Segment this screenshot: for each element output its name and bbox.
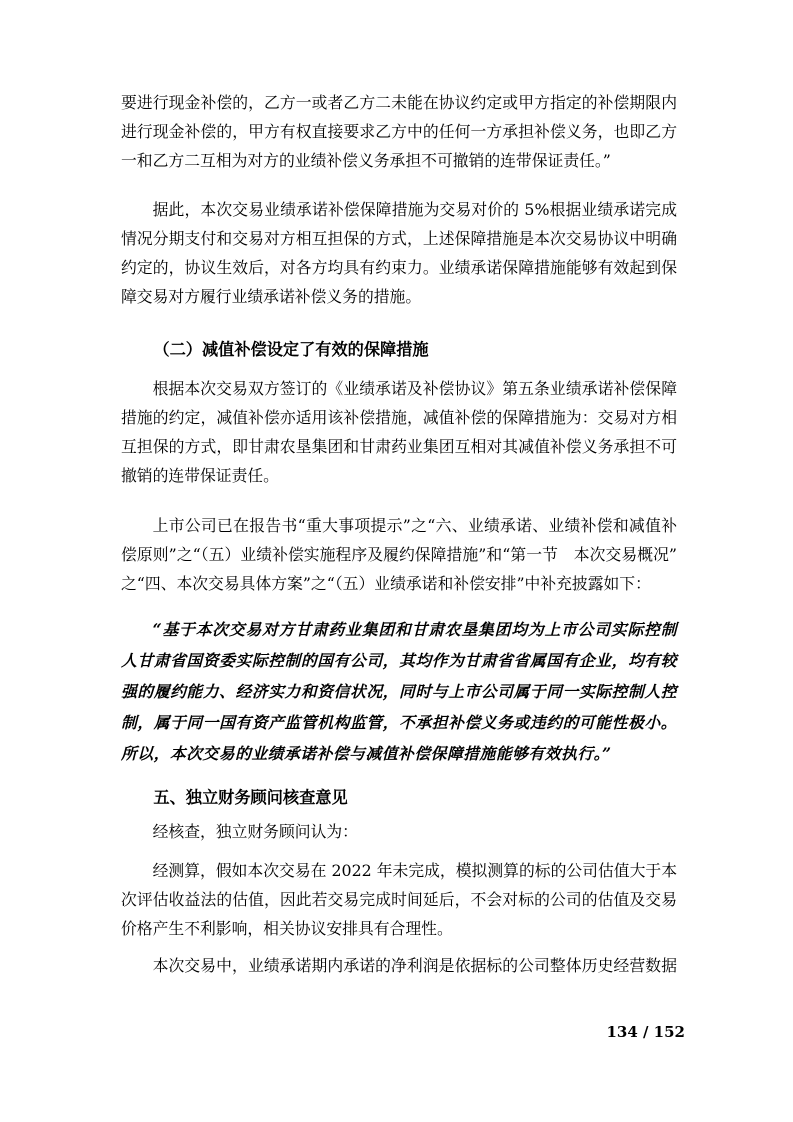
page-content: [121, 88, 677, 980]
paragraph-disclosure-reference: 上市公司已在报告书“重大事项提示”之“六、业绩承诺、业绩补偿和减值补偿原则”之“（五）业绩补偿实施程序及履约保障措施”和“第一节 本次交易概况”之“四、本次交易具体方案”之“（五）业绩承诺和补偿安排”中补充披露如下：: [121, 516, 677, 593]
paragraph-valuation-analysis: 经测算，假如本次交易在 2022 年未完成，模拟测算的标的公司估值大于本次评估收益法的估值，因此若交易完成时间延后，不会对标的公司的估值及交易价格产生不利影响，相关协议安排具有合理性。: [121, 861, 677, 938]
section-heading-financial-advisor-opinion: 五、独立财务顾问核查意见: [153, 788, 348, 807]
paragraph-net-profit-basis: 本次交易中，业绩承诺期内承诺的净利润是依据标的公司整体历史经营数据: [152, 956, 677, 975]
paragraph-performance-guarantee: 据此，本次交易业绩承诺补偿保障措施为交易对价的 5%根据业绩承诺完成情况分期支付和交易对方相互担保的方式，上述保障措施是本次交易协议中明确约定的，协议生效后，对各方均具有约束力。业绩承诺保障措施能够有效起到保障交易对方履行业绩承诺补偿义务的措施。: [121, 200, 677, 306]
page-number: 134 / 152: [606, 1023, 685, 1041]
paragraph-impairment-agreement: 根据本次交易双方签订的《业绩承诺及补偿协议》第五条业绩承诺补偿保障措施的约定，减值补偿亦适用该补偿措施，减值补偿的保障措施为：交易对方相互担保的方式，即甘肃农垦集团和甘肃药业集团互相对其减值补偿义务承担不可撤销的连带保证责任。: [121, 379, 677, 485]
quote-paragraph-disclosure: “基于本次交易对方甘肃药业集团和甘肃农垦集团均为上市公司实际控制人甘肃省国资委实际控制的国有公司，其均作为甘肃省省属国有企业，均有较强的履约能力、经济实力和资信状况，同时与上市公司属于同一实际控制人控制，属于同一国有资产监管机构监管，不承担补偿义务或违约的可能性极小。所以，本次交易的业绩承诺补偿与减值补偿保障措施能够有效执行。”: [121, 620, 677, 763]
paragraph-advisor-intro: 经核查，独立财务顾问认为：: [152, 822, 358, 841]
paragraph-continuation: 要进行现金补偿的，乙方一或者乙方二未能在协议约定或甲方指定的补偿期限内进行现金补偿的，甲方有权直接要求乙方中的任何一方承担补偿义务，也即乙方一和乙方二互相为对方的业绩补偿义务承担不可撤销的连带保证责任。”: [121, 93, 677, 170]
section-heading-impairment-compensation: （二）减值补偿设定了有效的保障措施: [153, 340, 429, 359]
